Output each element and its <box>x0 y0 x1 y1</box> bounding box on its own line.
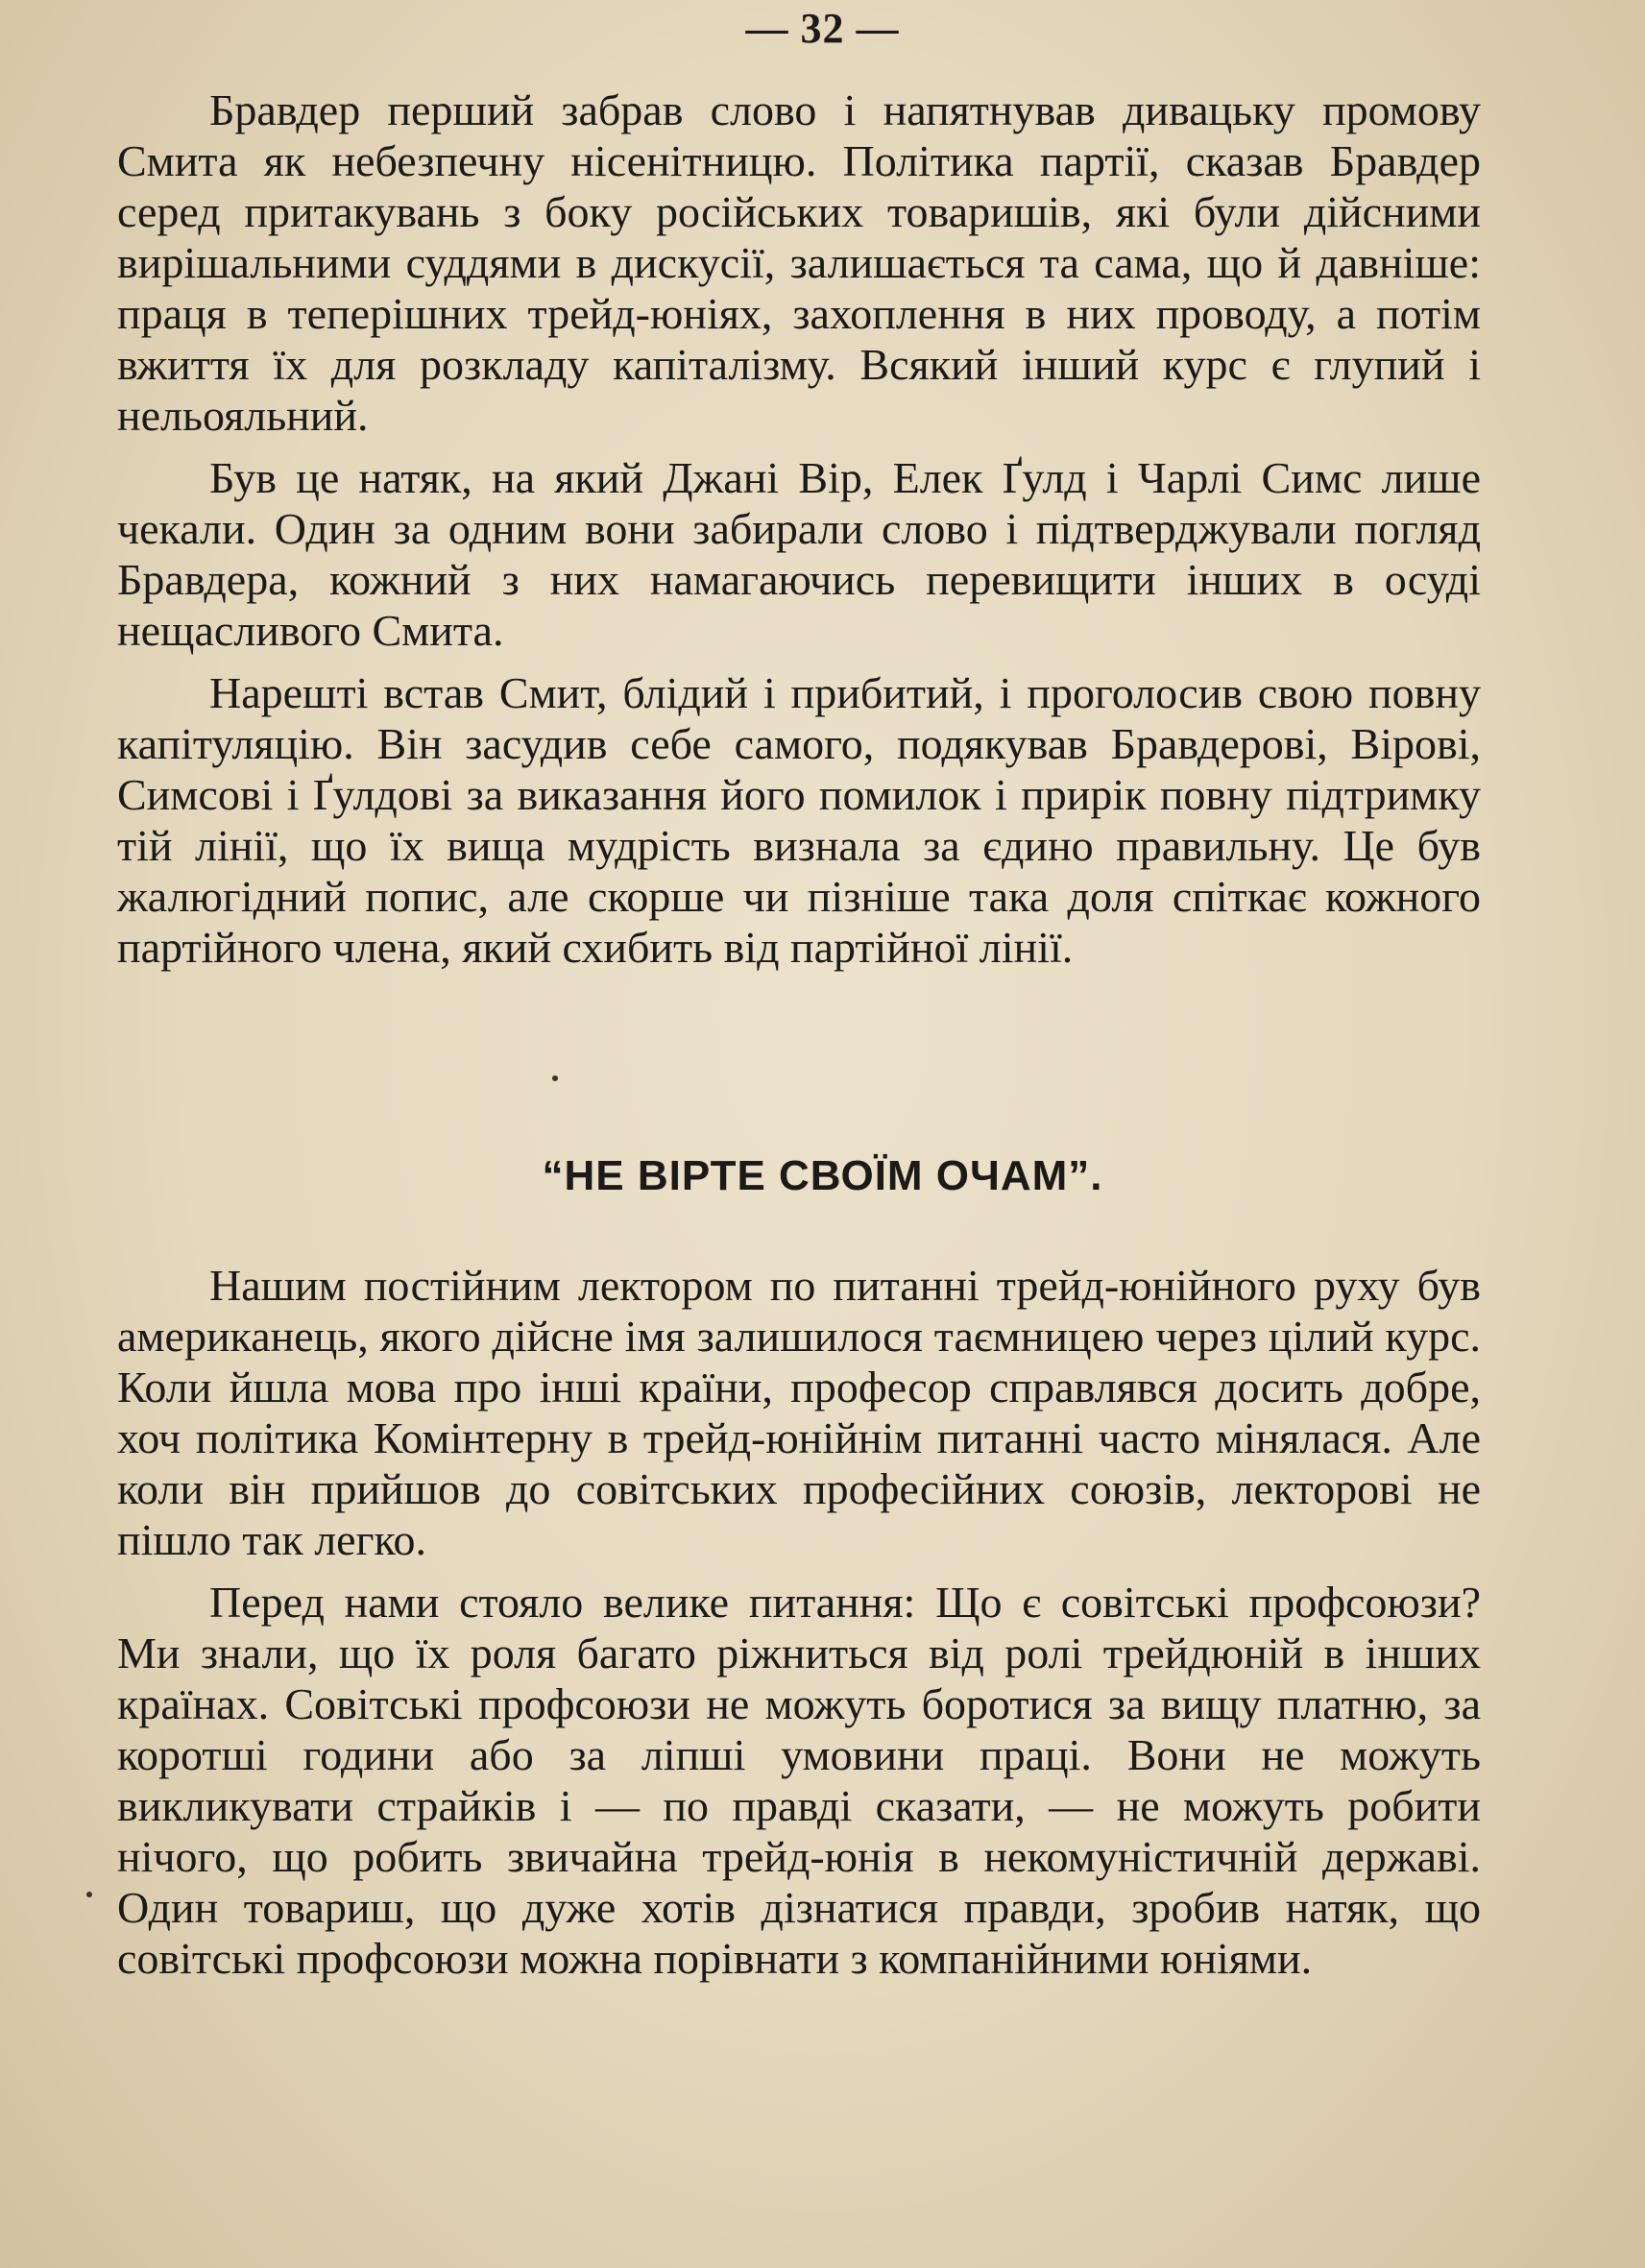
section-2-text <box>117 1260 1481 1984</box>
paragraph: Перед нами стояло велике питання: Що є совітські профсоюзи? Ми знали, що їх роля багато ріжниться від ролі трейдюній в інших країнах. Совітські профсоюзи не можуть боротися за вищу платню, за коротші години або за ліпші умовини праці. Вони не можуть викликувати страйків і — по правді сказати, — не можуть робити нічого, що робить звичайна трейд-юнія в некомуністичній державі. Один товариш, що дуже хотів дізнатися правди, зробив натяк, що совітські профсоюзи можна порівнати з компанійними юніями. <box>117 1578 1481 1983</box>
paragraph: Був це натяк, на який Джані Вір, Елек Ґулд і Чарлі Симс лише чекали. Один за одним вони забирали слово і підтверджували погляд Бравдера, кожний з них намагаючись перевищити інших в осуді нещасливого Смита. <box>117 453 1481 655</box>
section-1-text <box>117 84 1481 973</box>
ink-speck <box>552 1075 558 1081</box>
paragraph: Нашим постійним лектором по питанні трейд-юнійного руху був американець, якого дійсне імя залишилося таємницею через цілий курс. Коли йшла мова про інші країни, професор справлявся досить добре, хоч політика Комінтерну в трейд-юнійнім питанні часто мінялася. Але коли він прийшов до совітських професійних союзів, лекторові не пішло так легко. <box>117 1261 1481 1564</box>
paragraph: Бравдер перший забрав слово і напятнував дивацьку промову Смита як небезпечну нісенітницю. Політика партії, сказав Бравдер серед притакувань з боку російських товаришів, які були дійсними вирішальними суддями в дискусії, залишається та сама, що й давніше: праця в теперішних трейд-юніях, захоплення в них проводу, а потім вжиття їх для розкладу капіталізму. Всякий інший курс є глупий і нельояльний. <box>117 85 1481 440</box>
section-heading: “НЕ ВІРТЕ СВОЇМ ОЧАМ”. <box>542 1152 1103 1199</box>
ink-speck <box>86 1892 92 1897</box>
paragraph: Нарешті встав Смит, блідий і прибитий, і проголосив свою повну капітуляцію. Він засудив себе самого, подякував Бравдерові, Вірові, Симсові і Ґулдові за виказання його помилок і прирік повну підтримку тій лінії, що їх вища мудрість визнала за єдино правильну. Це був жалюгідний попис, але скорше чи пізніше така доля спіткає кожного партійного члена, який схибить від партійної лінії. <box>117 668 1481 972</box>
page-number: — 32 — <box>745 5 900 52</box>
